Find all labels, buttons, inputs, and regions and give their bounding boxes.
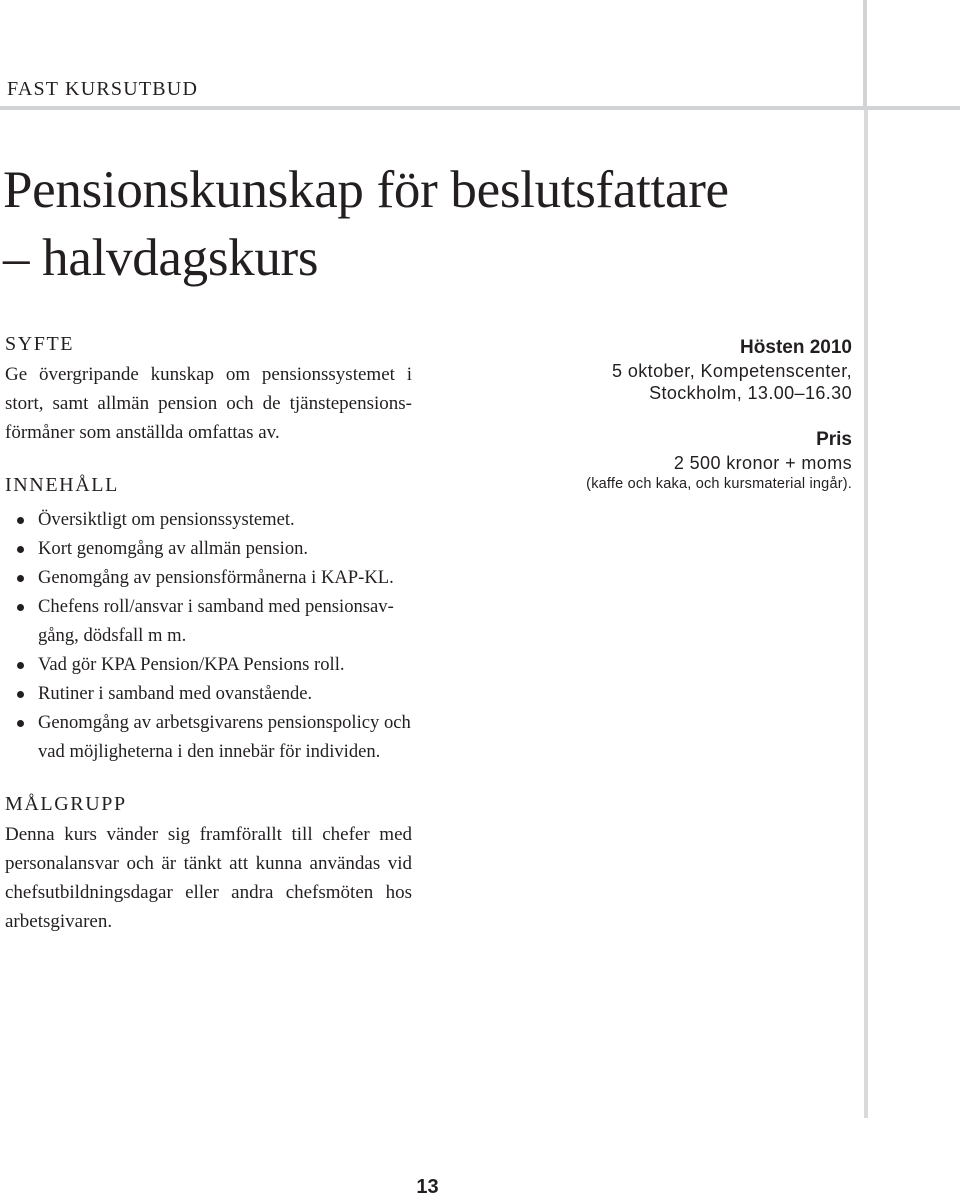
bullet-icon — [17, 604, 24, 611]
list-item-text: vad möjligheterna i den innebär för individen. — [38, 741, 381, 762]
list-item-text: Vad gör KPA Pension/KPA Pensions roll. — [38, 654, 345, 675]
syfte-line: Ge övergripande kunskap om pensionssystemet i — [5, 364, 412, 385]
list-item — [0, 505, 411, 534]
vertical-rule-bottom — [864, 110, 868, 1118]
malgrupp-heading: MÅLGRUPP — [5, 793, 127, 815]
bullet-icon — [17, 575, 24, 582]
syfte-line: förmåner som anställda omfattas av. — [5, 422, 280, 443]
page-number: 13 — [416, 1176, 439, 1198]
innehall-heading: INNEHÅLL — [5, 474, 119, 496]
list-item — [0, 534, 411, 563]
date-location: 5 oktober, Kompetenscenter, — [612, 361, 852, 381]
list-item-text: Rutiner i samband med ovanstående. — [38, 683, 313, 704]
price-note: (kaffe och kaka, och kursmaterial ingår). — [586, 476, 852, 492]
list-item — [0, 563, 411, 592]
page-title — [3, 156, 729, 292]
malgrupp-text — [5, 820, 412, 936]
malgrupp-line: arbetsgivaren. — [5, 911, 113, 932]
bullet-icon — [17, 546, 24, 553]
list-item-text: Översiktligt om pensionssystemet. — [38, 509, 295, 530]
malgrupp-line: personalansvar och är tänkt att kunna användas vid — [5, 853, 412, 874]
price-value: 2 500 kronor + moms — [673, 453, 852, 473]
horizontal-rule — [0, 106, 960, 110]
list-item — [0, 650, 411, 679]
malgrupp-line: chefsutbildningsdagar eller andra chefsmöten hos — [5, 882, 412, 903]
syfte-heading: SYFTE — [5, 333, 75, 355]
date-label: Hösten 2010 — [740, 337, 852, 358]
list-item — [0, 679, 411, 708]
date-time: Stockholm, 13.00–16.30 — [649, 383, 852, 403]
page-title-line-1: Pensionskunskap för beslutsfattare — [3, 161, 729, 219]
vertical-rule-top — [863, 0, 867, 108]
innehall-list — [0, 505, 411, 766]
list-item-text: Kort genomgång av allmän pension. — [38, 538, 309, 559]
list-item-text: Genomgång av pensionsförmånerna i KAP-KL. — [38, 567, 394, 588]
page-title-line-2: – halvdagskurs — [3, 229, 319, 287]
bullet-icon — [17, 691, 24, 698]
bullet-icon — [17, 517, 24, 524]
bullet-icon — [17, 662, 24, 669]
section-label: FAST KURSUTBUD — [7, 78, 199, 100]
bullet-icon — [17, 720, 24, 727]
list-item — [0, 708, 411, 766]
syfte-line: stort, samt allmän pension och de tjänstepensions- — [5, 393, 412, 414]
malgrupp-line: Denna kurs vänder sig framförallt till chefer med — [5, 824, 412, 845]
price-label: Pris — [816, 429, 852, 450]
syfte-text — [5, 360, 412, 447]
spacer — [586, 404, 852, 428]
course-info-box — [586, 336, 852, 494]
list-item — [0, 592, 411, 650]
list-item-text: gång, dödsfall m m. — [38, 625, 187, 646]
list-item-text: Genomgång av arbetsgivarens pensionspolicy och — [38, 712, 411, 733]
list-item-text: Chefens roll/ansvar i samband med pensionsav- — [38, 596, 394, 617]
